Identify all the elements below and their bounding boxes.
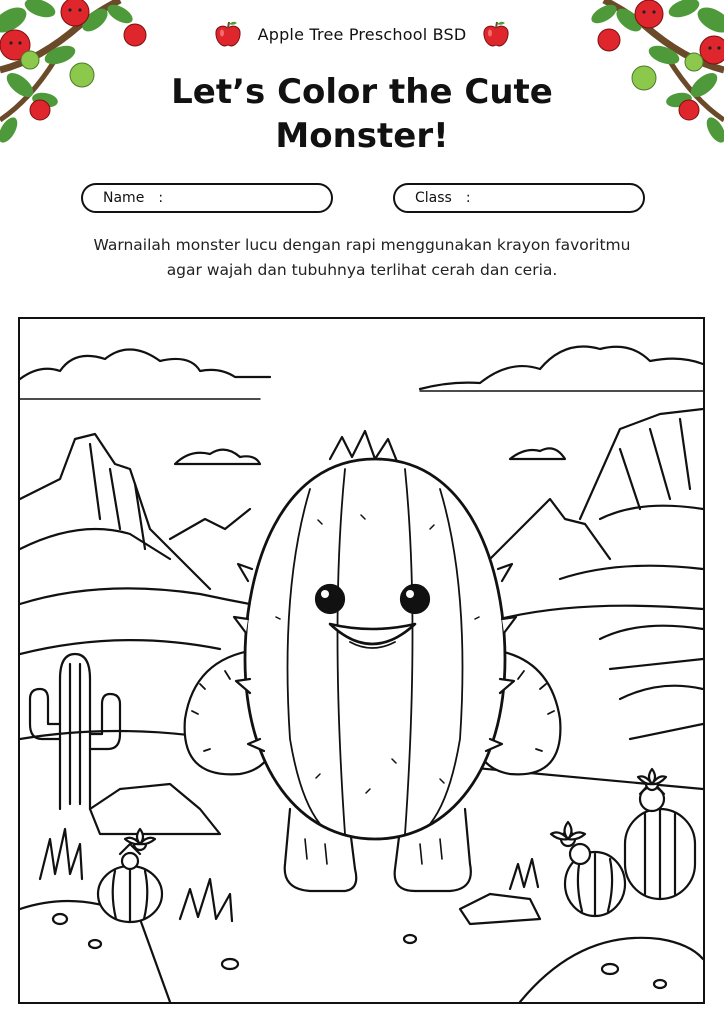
rock-mid xyxy=(460,894,540,924)
name-label: Name xyxy=(103,190,145,206)
instructions xyxy=(40,233,684,283)
dune-right xyxy=(500,606,703,619)
page-title xyxy=(0,70,724,158)
grass-tuft-center xyxy=(180,879,232,921)
name-separator: : xyxy=(158,190,164,206)
rock-left xyxy=(90,784,220,834)
class-separator: : xyxy=(465,190,471,206)
name-field[interactable] xyxy=(81,183,333,213)
barrel-cactus-right-small xyxy=(565,844,625,916)
cliff-right xyxy=(560,409,703,739)
mountain-distant-right xyxy=(490,499,610,559)
apple-icon xyxy=(480,18,512,50)
grass-tuft-left xyxy=(40,829,82,879)
instructions-line-2: agar wajah dan tubuhnya terlihat cerah dan ceria. xyxy=(166,261,558,279)
flower-top-right xyxy=(638,769,666,790)
dune-mid xyxy=(20,640,220,654)
class-label: Class xyxy=(415,190,452,206)
page-title-line-2: Monster! xyxy=(275,116,449,156)
mesa-left xyxy=(20,434,210,589)
flower-left xyxy=(125,829,155,850)
cloud-left xyxy=(20,349,270,399)
flower-right xyxy=(551,822,585,846)
class-field[interactable] xyxy=(393,183,645,213)
cloud-small-left xyxy=(175,450,260,464)
barrel-cactus-right-tall xyxy=(625,781,695,899)
page-title-line-1: Let’s Color the Cute xyxy=(171,72,553,112)
apple-icon xyxy=(212,18,244,50)
cloud-small-right xyxy=(510,448,565,459)
barrel-cactus-left xyxy=(98,844,162,922)
coloring-illustration xyxy=(18,317,705,1004)
instructions-line-1: Warnailah monster lucu dengan rapi menggunakan krayon favoritmu xyxy=(93,236,631,254)
mountain-distant-left xyxy=(170,509,250,539)
cloud-right xyxy=(420,347,703,392)
school-name: Apple Tree Preschool BSD xyxy=(257,24,467,44)
pebbles xyxy=(53,914,666,988)
school-header xyxy=(0,18,724,50)
cactus-monster xyxy=(185,431,561,891)
grass-tuft-right xyxy=(510,859,538,889)
